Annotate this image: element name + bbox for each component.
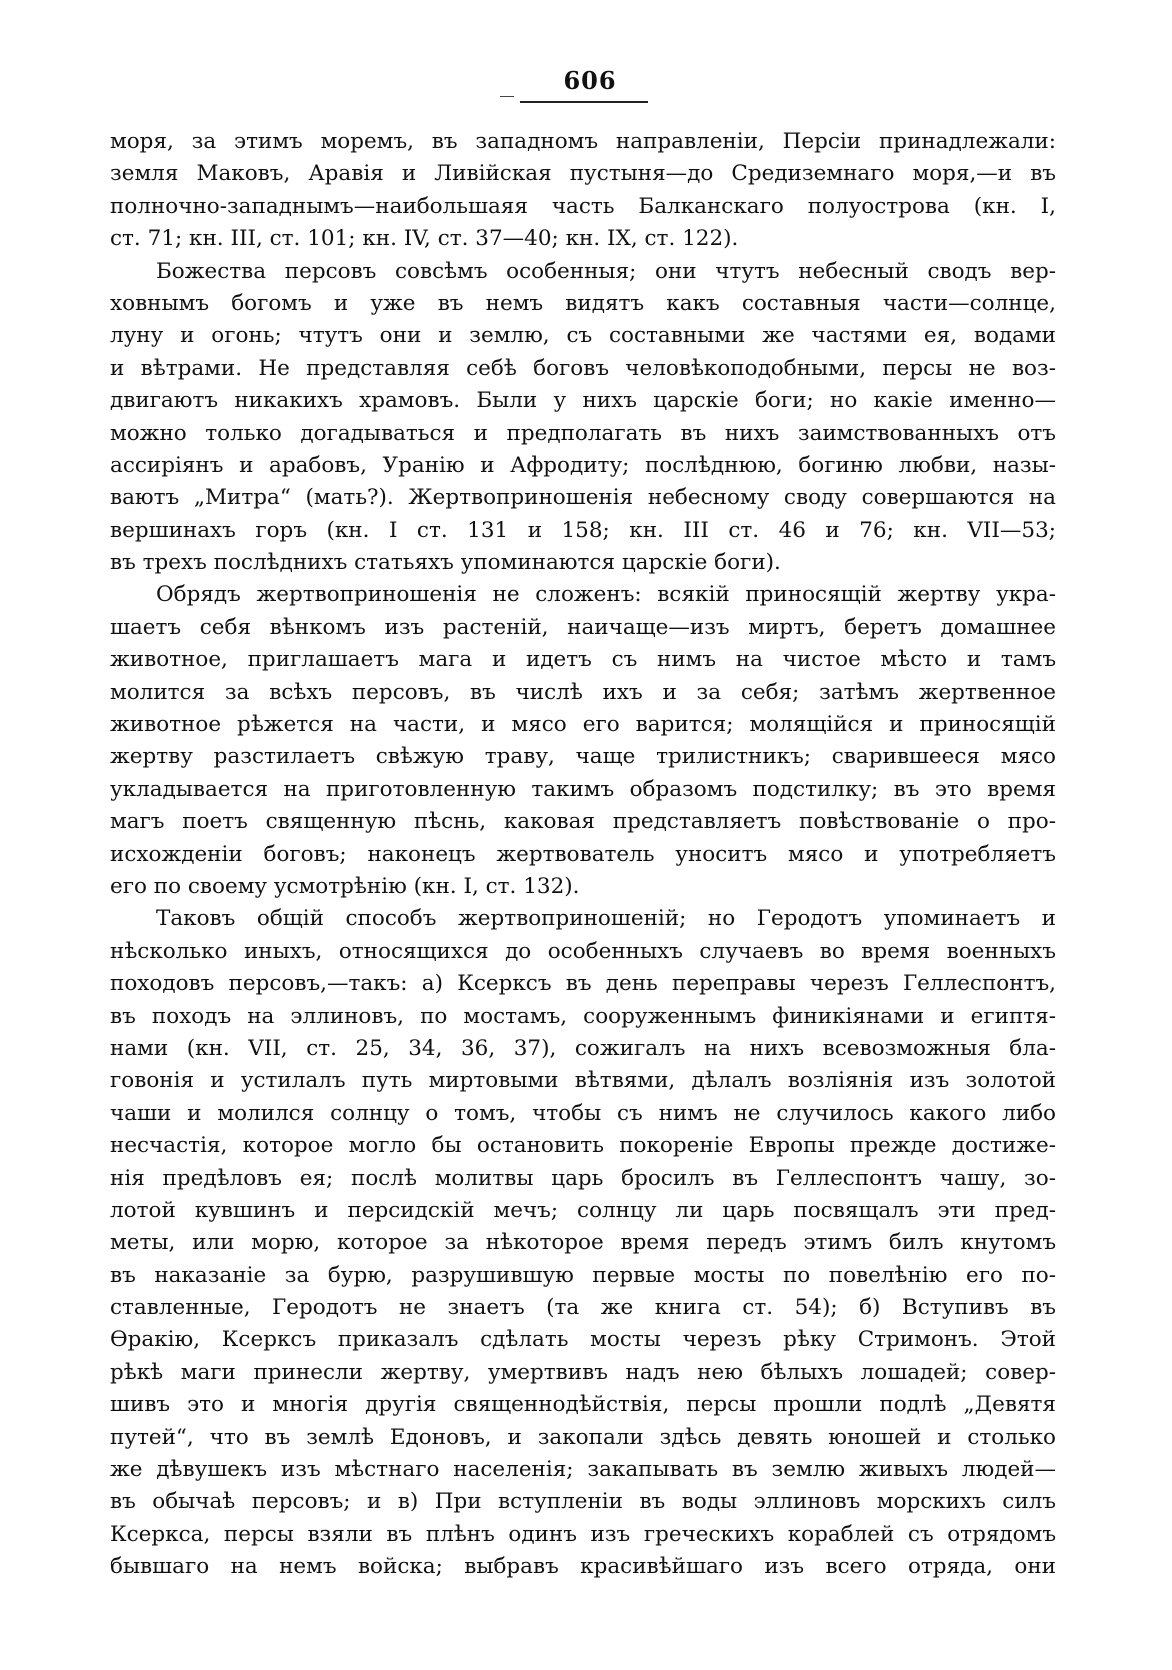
text-line: моря, за этимъ моремъ, въ западномъ направленіи, Персіи принадлежали:	[110, 129, 1056, 154]
text-line: въ наказаніе за бурю, разрушившую первые мосты по повелѣнію его по-	[110, 1262, 1056, 1288]
text-line: шивъ это и многія другія священнодѣйствія, персы прошли подлѣ „Девятя	[110, 1392, 1056, 1418]
text-line: животное, приглашаетъ мага и идетъ съ нимъ на чистое мѣсто и тамъ	[110, 647, 1056, 673]
text-line: въ трехъ послѣднихъ статьяхъ упоминаются царскіе боги).	[110, 550, 781, 576]
text-line: несчастія, которое могло бы остановить покореніе Европы прежде достиже-	[110, 1133, 1056, 1159]
text-line: говонія и устилалъ путь миртовыми вѣтвями, дѣлалъ возліянія изъ золотой	[110, 1068, 1056, 1094]
paragraph	[110, 126, 1056, 256]
text-line: нами (кн. VII, ст. 25, 34, 36, 37), сожигалъ на нихъ всевозможныя бла-	[110, 1035, 1056, 1061]
text-line: въ обычаѣ персовъ; и в) При вступленіи въ воды эллиновъ морскихъ силъ	[110, 1489, 1056, 1515]
text-line: лотой кувшинъ и персидскій мечъ; солнцу ли царь посвящалъ эти пред-	[110, 1197, 1056, 1223]
text-line: рѣкѣ маги принесли жертву, умертвивъ надъ нею бѣлыхъ лошадей; совер-	[110, 1359, 1056, 1385]
text-line: можно только догадываться и предполагать въ нихъ заимствованныхъ отъ	[110, 420, 1056, 446]
text-line: походовъ персовъ,—такъ: а) Ксерксъ въ день переправы черезъ Геллеспонтъ,	[110, 971, 1056, 997]
text-line: магъ поетъ священную пѣснь, каковая представляетъ повѣствованіе о про-	[110, 809, 1056, 835]
page-number: 606	[563, 66, 617, 95]
body-text	[110, 126, 1056, 1584]
text-line: укладывается на приготовленную такимъ образомъ подстилку; въ это время	[110, 776, 1056, 802]
page-rule-tick	[500, 96, 514, 97]
text-line: Ѳракію, Ксерксъ приказалъ сдѣлать мосты черезъ рѣку Стримонъ. Этой	[110, 1327, 1056, 1353]
text-line: Божества персовъ совсѣмъ особенныя; они чтутъ небесный сводъ вер-	[156, 258, 1056, 284]
text-line: шаетъ себя вѣнкомъ изъ растеній, наичаще—изъ миртъ, беретъ домашнее	[110, 614, 1056, 640]
paragraph	[110, 579, 1056, 903]
paragraph	[110, 256, 1056, 580]
text-line: Таковъ общій способъ жертвоприношеній; но Геродотъ упоминаетъ и	[156, 906, 1056, 932]
text-line: полночно-западнымъ—наибольшаяя часть Балканскаго полуострова (кн. I,	[110, 193, 1056, 219]
text-line: его по своему усмотрѣнію (кн. I, ст. 132).	[110, 873, 580, 899]
text-line: ховнымъ богомъ и уже въ немъ видятъ какъ составныя части—солнце,	[110, 290, 1056, 316]
text-line: двигаютъ никакихъ храмовъ. Были у нихъ царскіе боги; но какіе именно—	[110, 388, 1056, 414]
text-line: меты, или морю, которое за нѣкоторое время передъ этимъ билъ кнутомъ	[110, 1230, 1056, 1256]
paragraph	[110, 903, 1056, 1583]
text-line: же дѣвушекъ изъ мѣстнаго населенія; закапывать въ землю живыхъ людей—	[110, 1457, 1056, 1483]
text-line: ваютъ „Митра“ (мать?). Жертвоприношенія небесному своду совершаются на	[110, 485, 1056, 511]
text-line: Обрядъ жертвоприношенія не сложенъ: всякій приносящій жертву укра-	[156, 582, 1056, 608]
text-line: луну и огонь; чтутъ они и землю, съ составными же частями ея, водами	[110, 323, 1056, 349]
text-line: животное рѣжется на части, и мясо его варится; молящійся и приносящій	[110, 712, 1056, 738]
text-line: чаши и молился солнцу о томъ, чтобы съ нимъ не случилось какого либо	[110, 1100, 1056, 1126]
text-line: вершинахъ горъ (кн. I ст. 131 и 158; кн. III ст. 46 и 76; кн. VII—53;	[110, 517, 1056, 543]
text-line: Ксеркса, персы взяли въ плѣнъ одинъ изъ греческихъ кораблей съ отрядомъ	[110, 1521, 1056, 1547]
text-line: молится за всѣхъ персовъ, въ числѣ ихъ и за себя; затѣмъ жертвенное	[110, 679, 1056, 705]
text-line: и вѣтрами. Не представляя себѣ боговъ человѣкоподобными, персы не воз-	[110, 355, 1056, 381]
text-line: ассиріянъ и арабовъ, Уранію и Афродиту; послѣднюю, богиню любви, назы-	[110, 452, 1056, 478]
text-line: ставленные, Геродотъ не знаетъ (та же книга ст. 54); б) Вступивъ въ	[110, 1295, 1056, 1321]
text-line: бывшаго на немъ войска; выбравъ красивѣйшаго изъ всего отряда, они	[110, 1554, 1056, 1580]
text-line: ст. 71; кн. III, ст. 101; кн. IV, ст. 37—40; кн. IX, ст. 122).	[110, 226, 739, 252]
text-line: нѣсколько иныхъ, относящихся до особенныхъ случаевъ во время военныхъ	[110, 938, 1056, 964]
text-line: путей“, что въ землѣ Едоновъ, и закопали здѣсь девять юношей и столько	[110, 1424, 1056, 1450]
text-line: земля Маковъ, Аравія и Ливійская пустыня—до Средиземнаго моря,—и въ	[110, 161, 1056, 187]
page-number-rule	[520, 101, 648, 103]
text-line: въ походъ на эллиновъ, по мостамъ, сооруженнымъ финикіянами и египтя-	[110, 1003, 1056, 1029]
text-line: жертву разстилаетъ свѣжую траву, чаще трилистникъ; сварившееся мясо	[110, 744, 1056, 770]
text-line: нія предѣловъ ея; послѣ молитвы царь бросилъ въ Геллеспонтъ чашу, зо-	[110, 1165, 1056, 1191]
text-line: исхожденіи боговъ; наконецъ жертвователь уноситъ мясо и употребляетъ	[110, 841, 1056, 867]
